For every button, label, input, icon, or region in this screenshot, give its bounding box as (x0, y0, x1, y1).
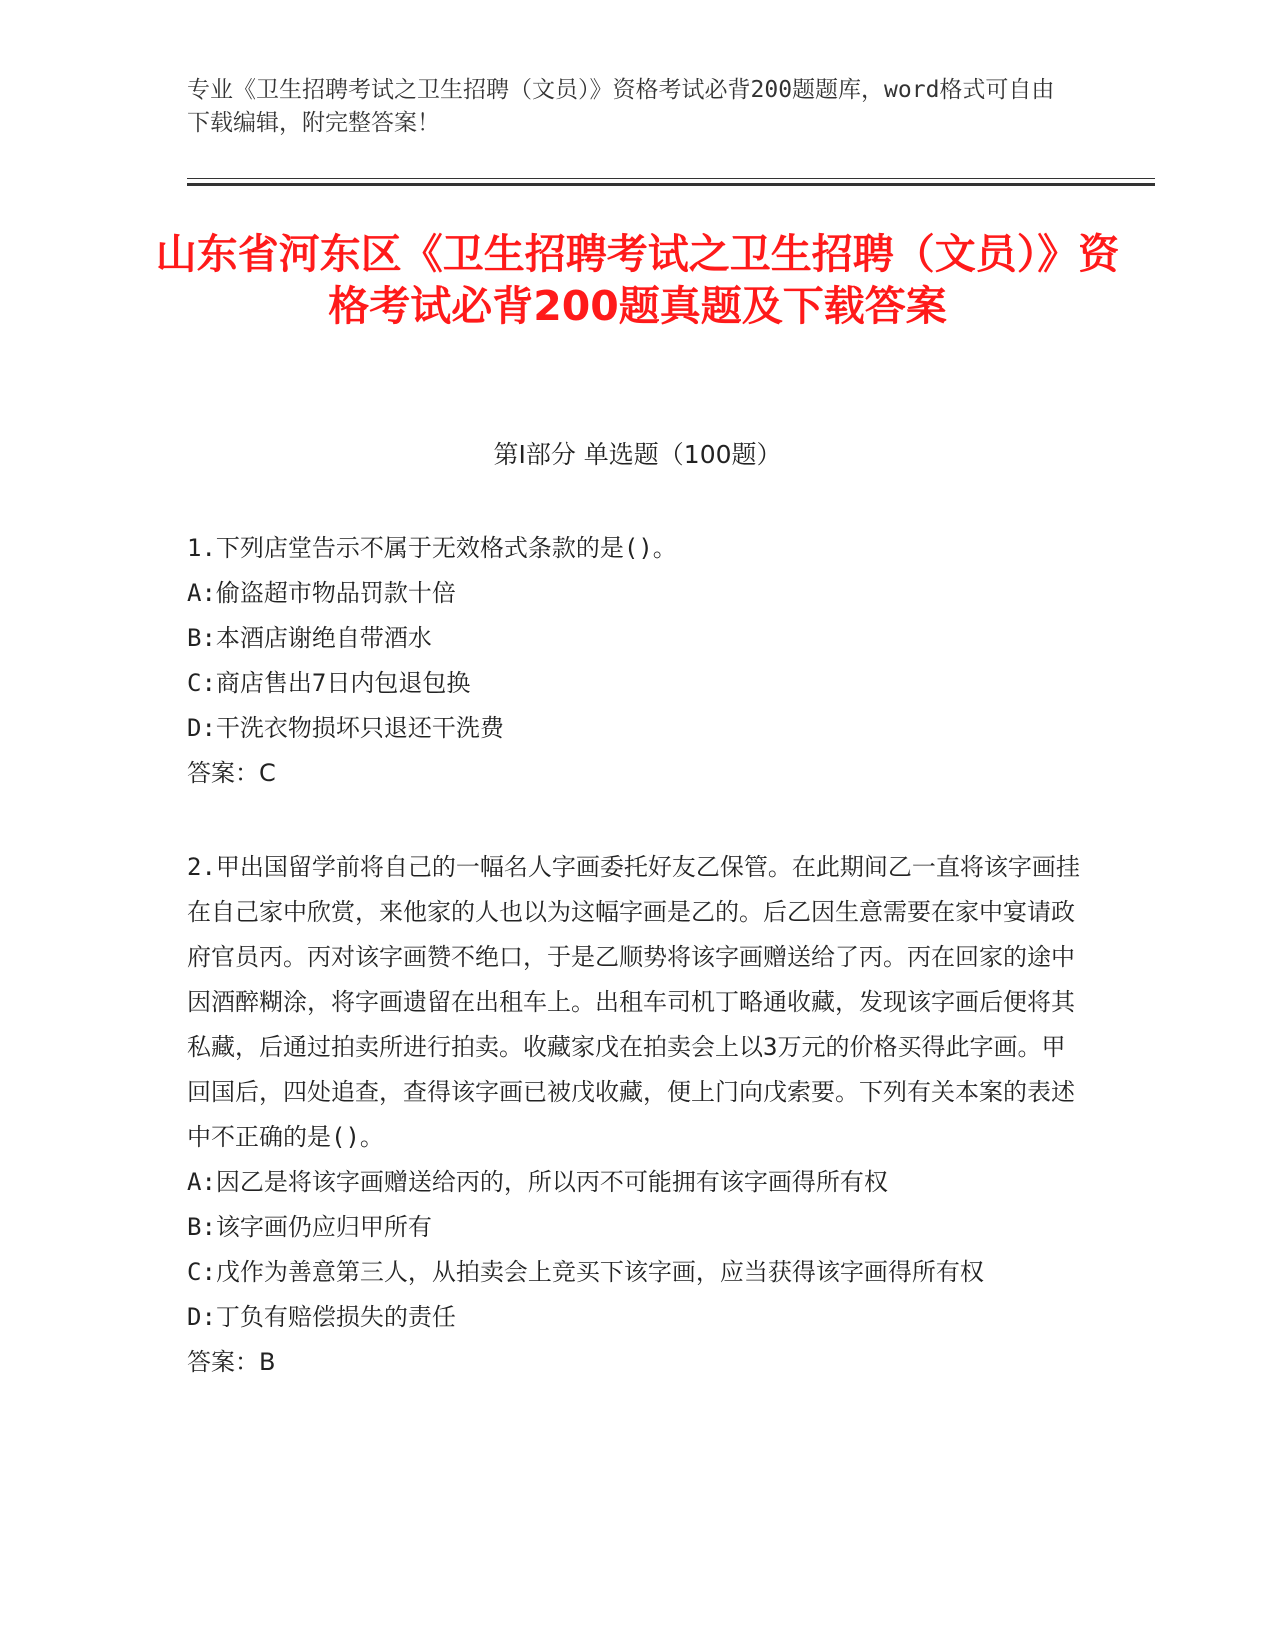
option-a: A:因乙是将该字画赠送给丙的，所以丙不可能拥有该字画得所有权 (187, 1168, 888, 1196)
option-d: D:干洗衣物损坏只退还干洗费 (187, 714, 504, 742)
option-d: D:丁负有赔偿损失的责任 (187, 1303, 456, 1331)
question-1 (187, 526, 1082, 796)
option-a: A:偷盗超市物品罚款十倍 (187, 579, 456, 607)
option-c: C:商店售出7日内包退包换 (187, 669, 471, 697)
answer: 答案：C (187, 759, 276, 787)
option-b: B:该字画仍应归甲所有 (187, 1213, 432, 1241)
question-stem: 1.下列店堂告示不属于无效格式条款的是()。 (187, 534, 677, 562)
option-c: C:戊作为善意第三人，从拍卖会上竞买下该字画，应当获得该字画得所有权 (187, 1258, 984, 1286)
option-b: B:本酒店谢绝自带酒水 (187, 624, 432, 652)
answer: 答案：B (187, 1348, 276, 1376)
header-note: 专业《卫生招聘考试之卫生招聘（文员）》资格考试必背200题题库，word格式可自由下载编辑，附完整答案！ (187, 77, 1055, 136)
header-divider-thin (187, 178, 1155, 179)
question-stem: 2.甲出国留学前将自己的一幅名人字画委托好友乙保管。在此期间乙一直将该字画挂在自己家中欣赏，来他家的人也以为这幅字画是乙的。后乙因生意需要在家中宴请政府官员丙。丙对该字画赞不绝口，于是乙顺势将该字画赠送给了丙。丙在回家的途中因酒醉糊涂，将字画遗留在出租车上。出租车司机丁略通收藏，发现该字画后便将其私藏，后通过拍卖所进行拍卖。收藏家戊在拍卖会上以3万元的价格买得此字画。甲回国后，四处追查，查得该字画已被戊收藏，便上门向戊索要。下列有关本案的表述中不正确的是()。 (187, 853, 1080, 1151)
question-2 (187, 845, 1082, 1385)
header-divider-thick (187, 183, 1155, 186)
document-title: 山东省河东区《卫生招聘考试之卫生招聘（文员）》资格考试必背200题真题及下载答案 (155, 230, 1120, 330)
section-title: 第Ⅰ部分 单选题（100题） (493, 440, 782, 469)
